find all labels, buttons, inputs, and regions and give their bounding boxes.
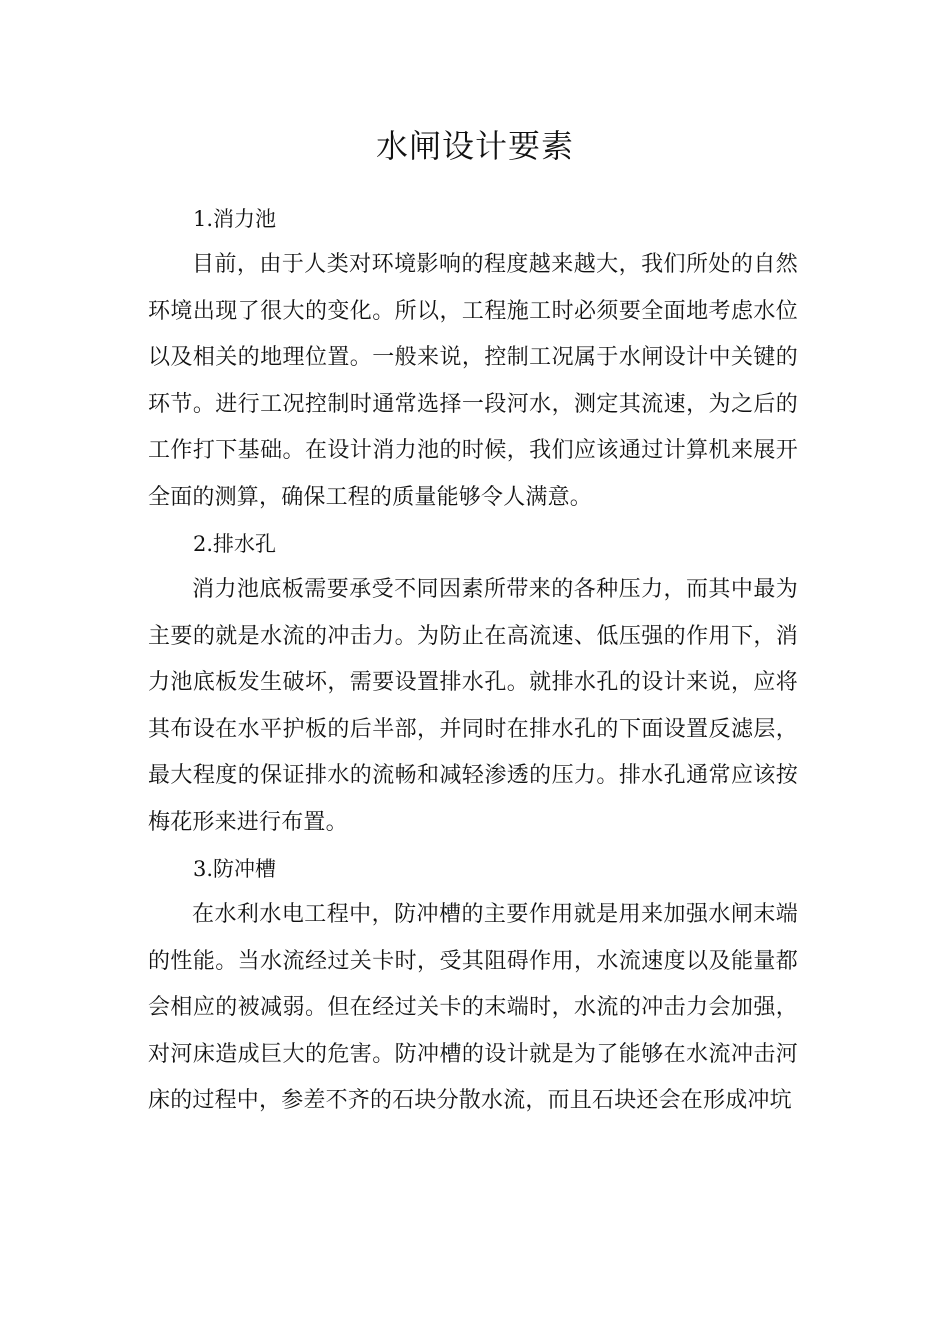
- section-heading-1: 1.消力池: [193, 207, 277, 231]
- section-heading-2: 2.排水孔: [193, 532, 277, 556]
- section-heading-3: 3.防冲槽: [193, 857, 277, 881]
- section-paragraph-2: 消力池底板需要承受不同因素所带来的各种压力，而其中最为主要的就是水流的冲击力。为防止在高流速、低压强的作用下，消力池底板发生破坏，需要设置排水孔。就排水孔的设计来说，应将其布设在水平护板的后半部，并同时在排水孔的下面设置反滤层，最大程度的保证排水的流畅和减轻渗透的压力。排水孔通常应该按梅花形来进行布置。: [148, 577, 798, 835]
- section-paragraph-3: 在水利水电工程中，防冲槽的主要作用就是用来加强水闸末端的性能。当水流经过关卡时，受其阻碍作用，水流速度以及能量都会相应的被减弱。但在经过关卡的末端时，水流的冲击力会加强，对河床造成巨大的危害。防冲槽的设计就是为了能够在水流冲击河床的过程中，参差不齐的石块分散水流，而且石块还会在形成冲坑: [148, 902, 798, 1113]
- section-paragraph-1: 目前，由于人类对环境影响的程度越来越大，我们所处的自然环境出现了很大的变化。所以，工程施工时必须要全面地考虑水位以及相关的地理位置。一般来说，控制工况属于水闸设计中关键的环节。进行工况控制时通常选择一段河水，测定其流速，为之后的工作打下基础。在设计消力池的时候，我们应该通过计算机来展开全面的测算，确保工程的质量能够令人满意。: [148, 252, 798, 510]
- document-body: [148, 196, 798, 1125]
- page-title: 水闸设计要素: [375, 127, 574, 165]
